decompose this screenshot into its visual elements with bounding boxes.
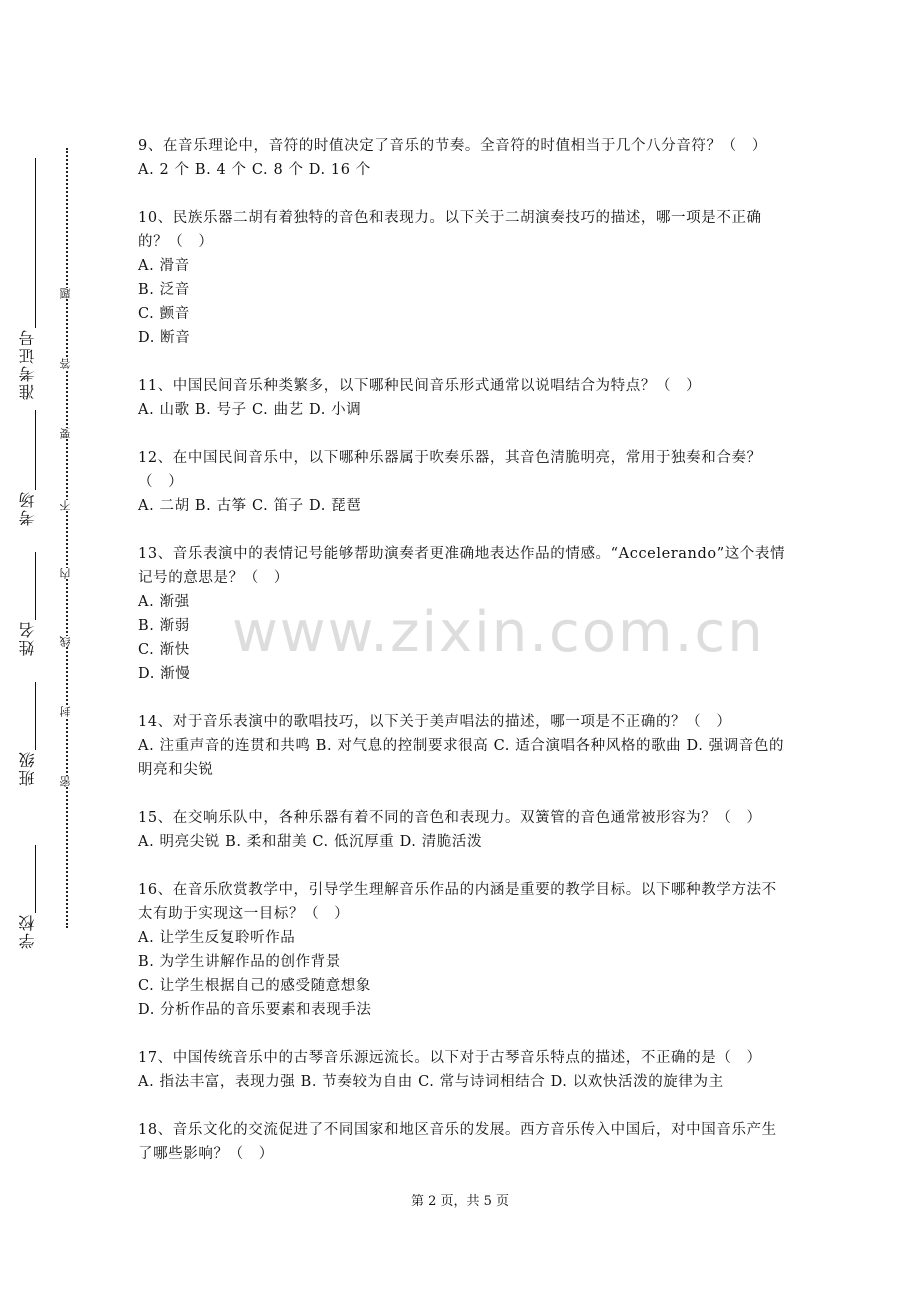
question-10 <box>138 206 790 350</box>
question-11 <box>138 374 790 422</box>
question-17 <box>138 1046 790 1094</box>
question-14 <box>138 710 790 782</box>
admit-number-label: 准考证号 <box>18 328 37 400</box>
question-list <box>138 134 790 1190</box>
exam-room-line <box>35 410 36 490</box>
class-field <box>14 682 42 786</box>
question-options: A. 2 个 B. 4 个 C. 8 个 D. 16 个 <box>138 162 371 178</box>
option-b: B. 渐弱 <box>138 618 190 634</box>
option-b: B. 泛音 <box>138 282 190 298</box>
school-field <box>14 845 42 949</box>
option-c: C. 颤音 <box>138 306 190 322</box>
question-options: A. 山歌 B. 号子 C. 曲艺 D. 小调 <box>138 402 362 418</box>
question-15 <box>138 806 790 854</box>
name-label: 姓名 <box>18 620 37 656</box>
class-label: 班级 <box>18 750 37 786</box>
option-d: D. 断音 <box>138 330 191 346</box>
seal-char-6: 线 <box>59 636 72 647</box>
option-d: D. 分析作品的音乐要素和表现手法 <box>138 1002 372 1018</box>
exam-room-field <box>14 410 42 526</box>
option-c: C. 让学生根据自己的感受随意想象 <box>138 978 371 994</box>
question-13 <box>138 542 790 686</box>
question-stem: 17、中国传统音乐中的古琴音乐源远流长。以下对于古琴音乐特点的描述，不正确的是（ ） <box>138 1050 762 1066</box>
option-b: B. 为学生讲解作品的创作背景 <box>138 954 341 970</box>
binding-margin <box>0 0 110 1302</box>
question-options: A. 指法丰富，表现力强 B. 节奏较为自由 C. 常与诗词相结合 D. 以欢快活泼的旋律为主 <box>138 1074 724 1090</box>
question-stem: 12、在中国民间音乐中，以下哪种乐器属于吹奏乐器，其音色清脆明亮，常用于独奏和合奏？（ ） <box>138 450 762 490</box>
question-options <box>138 590 790 686</box>
question-stem: 16、在音乐欣赏教学中，引导学生理解音乐作品的内涵是重要的教学目标。以下哪种教学方法不太有助于实现这一目标？（ ） <box>138 882 777 922</box>
question-stem: 11、中国民间音乐种类繁多，以下哪种民间音乐形式通常以说唱结合为特点？（ ） <box>138 378 702 394</box>
question-options: A. 注重声音的连贯和共鸣 B. 对气息的控制要求很高 C. 适合演唱各种风格的歌曲 D. 强调音色的明亮和尖锐 <box>138 738 785 778</box>
seal-char-7: 封 <box>59 706 72 717</box>
name-field <box>14 552 42 656</box>
seal-char-4: 不 <box>59 500 72 511</box>
name-line <box>35 552 36 620</box>
seal-char-5: 内 <box>59 568 72 579</box>
seal-char-3: 要 <box>59 428 72 439</box>
question-stem: 9、在音乐理论中，音符的时值决定了音乐的节奏。全音符的时值相当于几个八分音符？（ ） <box>138 138 767 154</box>
page-footer: 第 2 页，共 5 页 <box>410 1194 510 1209</box>
question-stem: 14、对于音乐表演中的歌唱技巧，以下关于美声唱法的描述，哪一项是不正确的？（ ） <box>138 714 732 730</box>
option-a: A. 让学生反复聆听作品 <box>138 930 296 946</box>
option-d: D. 渐慢 <box>138 666 191 682</box>
option-c: C. 渐快 <box>138 642 190 658</box>
exam-room-label: 考场 <box>18 490 37 526</box>
admit-number-line <box>35 158 36 328</box>
seal-char-2: 答 <box>59 358 72 369</box>
question-18 <box>138 1118 790 1166</box>
question-9 <box>138 134 790 182</box>
question-options: A. 二胡 B. 古筝 C. 笛子 D. 琵琶 <box>138 498 362 514</box>
question-stem: 15、在交响乐队中，各种乐器有着不同的音色和表现力。双簧管的音色通常被形容为？（ ） <box>138 810 762 826</box>
option-a: A. 渐强 <box>138 594 190 610</box>
question-options: A. 明亮尖锐 B. 柔和甜美 C. 低沉厚重 D. 清脆活泼 <box>138 834 483 850</box>
class-line <box>35 682 36 750</box>
school-line <box>35 845 36 913</box>
school-label: 学校 <box>18 913 37 949</box>
seal-char-8: 密 <box>59 776 72 787</box>
watermark: www.zixin.com.cn <box>232 600 765 665</box>
option-a: A. 滑音 <box>138 258 190 274</box>
question-16 <box>138 878 790 1022</box>
question-stem: 10、民族乐器二胡有着独特的音色和表现力。以下关于二胡演奏技巧的描述，哪一项是不正确的？（ ） <box>138 210 762 250</box>
question-options <box>138 926 790 1022</box>
question-12 <box>138 446 790 518</box>
question-stem: 18、音乐文化的交流促进了不同国家和地区音乐的发展。西方音乐传入中国后，对中国音乐产生了哪些影响？（ ） <box>138 1122 777 1162</box>
admit-number-field <box>14 158 42 400</box>
question-stem: 13、音乐表演中的表情记号能够帮助演奏者更准确地表达作品的情感。“Accelerando”这个表情记号的意思是？（ ） <box>138 546 786 586</box>
question-options <box>138 254 790 350</box>
seal-char-1: 题 <box>59 288 72 299</box>
seal-dotted-line <box>66 148 68 928</box>
